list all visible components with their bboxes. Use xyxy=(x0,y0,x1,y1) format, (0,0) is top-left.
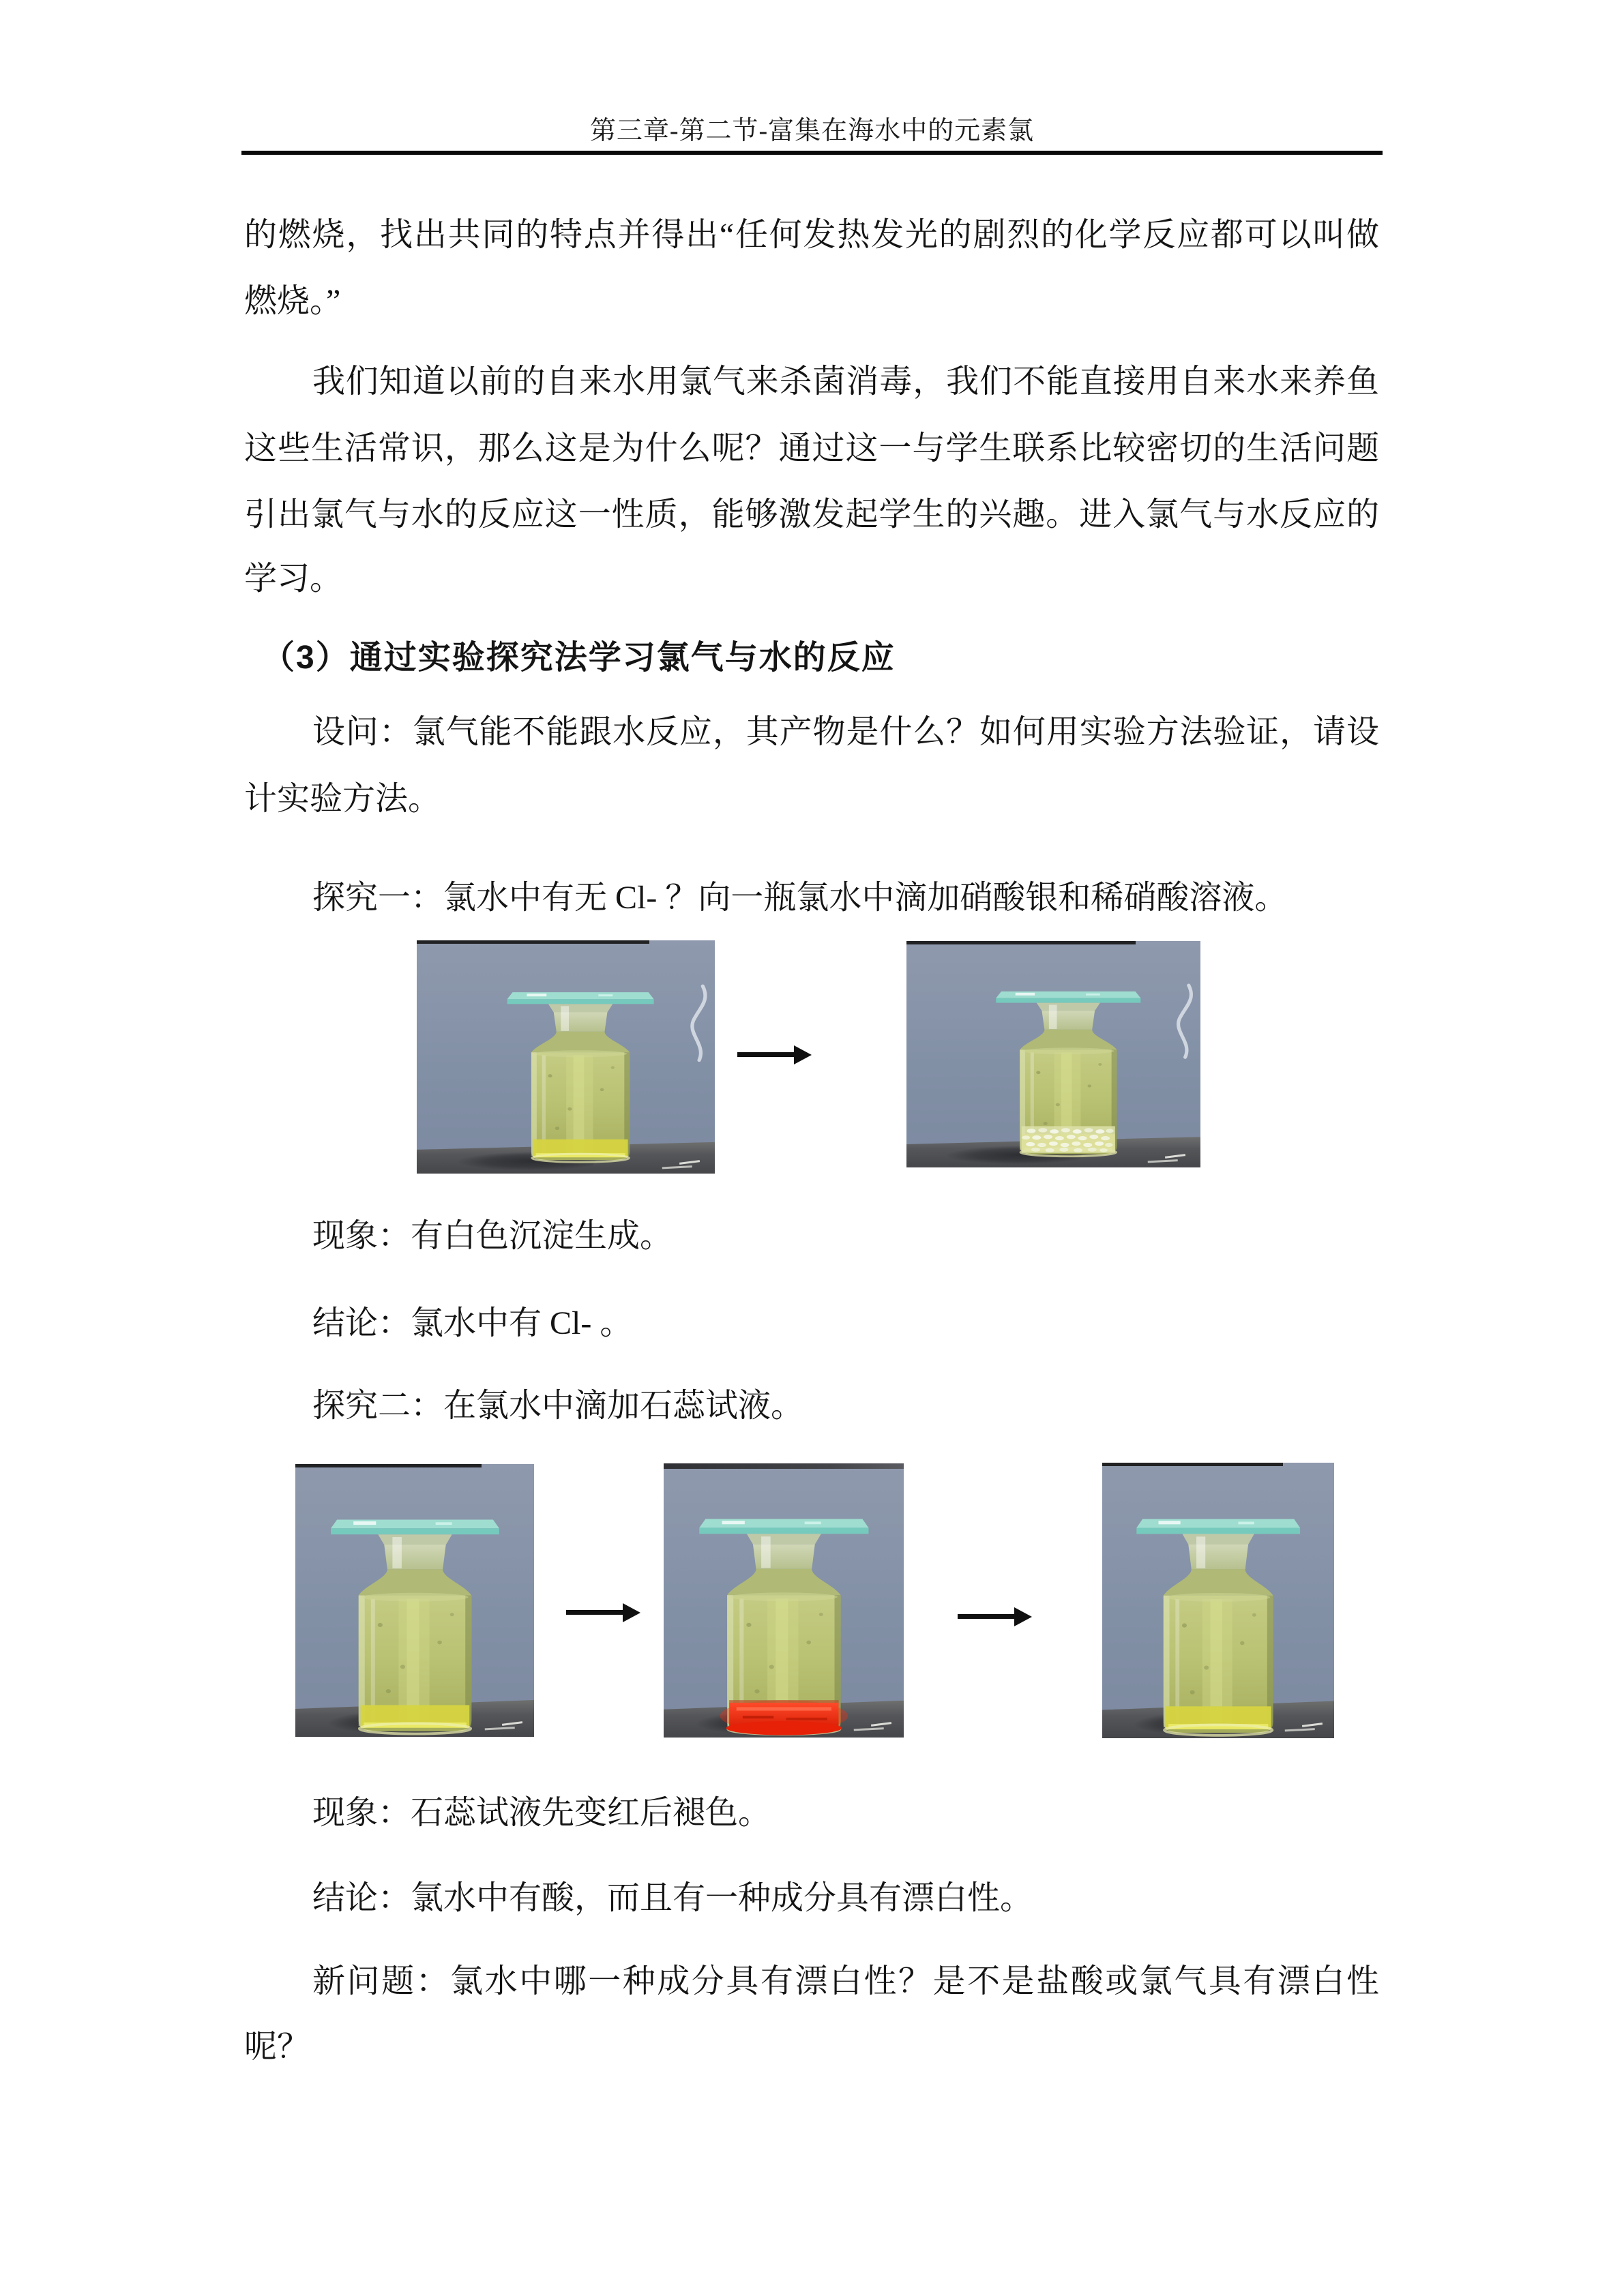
photo-row2-before xyxy=(295,1464,534,1737)
reagent-bottle-red-icon xyxy=(681,1511,887,1738)
photo-top-edge xyxy=(417,940,649,944)
para2-line4: 学习。 xyxy=(244,561,343,597)
reagent-bottle-icon xyxy=(312,1512,518,1737)
new-question-line2: 呢？ xyxy=(244,2029,310,2065)
conclusion1-line: 结论：氯水中有 Cl- 。 xyxy=(312,1305,633,1341)
photo-row2-litmus-red xyxy=(664,1463,904,1738)
new-question-line1: 新问题：氯水中哪一种成分具有漂白性？是不是盐酸或氯气具有漂白性 xyxy=(312,1963,1379,1999)
white-precipitate xyxy=(1022,1126,1115,1152)
smoke-wisp-icon xyxy=(1162,982,1198,1059)
section-heading-3: （3）通过实验探究法学习氯气与水的反应 xyxy=(262,640,896,676)
arrow-right-icon xyxy=(737,1052,795,1057)
para2-line3: 引出氯气与水的反应这一性质，能够激发起学生的兴趣。进入氯气与水反应的 xyxy=(244,496,1379,533)
experiment1-line: 探究一：氯水中有无 Cl- ？向一瓶氯水中滴加硝酸银和稀硝酸溶液。 xyxy=(312,880,1288,916)
observation2-line: 现象：石蕊试液先变红后褪色。 xyxy=(312,1795,771,1831)
para2-line2: 这些生活常识，那么这是为什么呢？通过这一与学生联系比较密切的生活问题 xyxy=(244,430,1379,466)
para3-line2: 计实验方法。 xyxy=(244,781,441,817)
arrow-right-icon xyxy=(566,1610,623,1615)
photo-top-edge xyxy=(664,1463,904,1469)
para1-line1: 的燃烧，找出共同的特点并得出“任何发热发光的剧烈的化学反应都可以叫做 xyxy=(244,217,1379,253)
reagent-bottle-precipitate-icon xyxy=(980,985,1157,1160)
para2-line1: 我们知道以前的自来水用氯气来杀菌消毒，我们不能直接用自来水来养鱼 xyxy=(312,363,1379,400)
reagent-bottle-icon xyxy=(491,986,670,1165)
page-header-title: 第三章-第二节-富集在海水中的元素氯 xyxy=(589,117,1035,145)
photo-row1-precipitate xyxy=(906,941,1200,1167)
photo-top-edge xyxy=(295,1464,482,1467)
smoke-wisp-icon xyxy=(676,983,711,1062)
para3-line1: 设问：氯气能不能跟水反应，其产物是什么？如何用实验方法验证，请设 xyxy=(312,714,1379,750)
conclusion2-line: 结论：氯水中有酸，而且有一种成分具有漂白性。 xyxy=(312,1880,1033,1916)
photo-top-edge xyxy=(1102,1463,1283,1466)
experiment2-line: 探究二：在氯水中滴加石蕊试液。 xyxy=(312,1388,804,1424)
photo-top-edge xyxy=(906,941,1136,944)
photo-row1-before xyxy=(417,940,715,1174)
para1-line2: 燃烧。” xyxy=(244,283,341,319)
red-litmus-band xyxy=(720,1701,848,1735)
photo-row2-faded xyxy=(1102,1463,1334,1738)
header-rule xyxy=(241,151,1383,155)
arrow-right-icon xyxy=(958,1614,1015,1619)
observation1-line: 现象：有白色沉淀生成。 xyxy=(312,1218,673,1254)
reagent-bottle-icon xyxy=(1119,1511,1318,1738)
